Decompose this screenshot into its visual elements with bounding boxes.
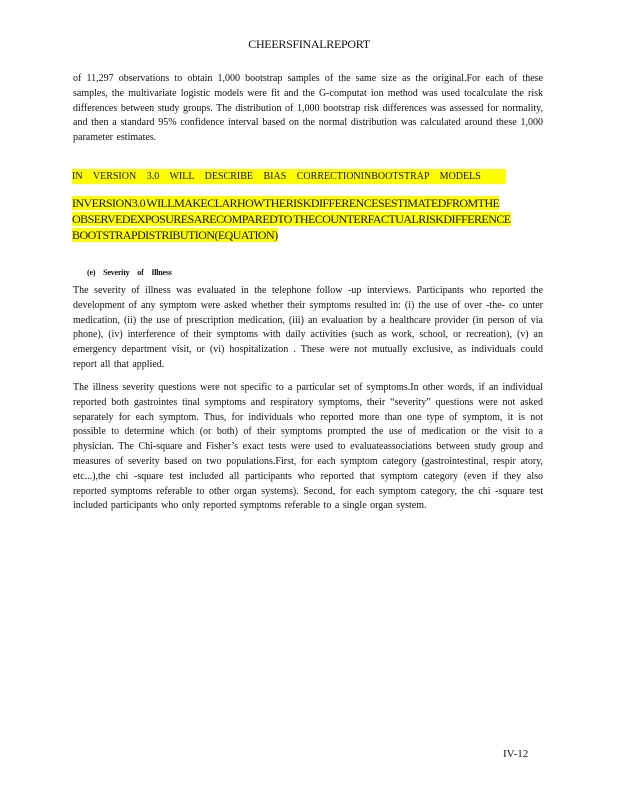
page-number: IV-12 xyxy=(503,748,529,760)
section-subheading-severity: (e) Severity of Illness xyxy=(87,268,172,277)
report-header: CHEERSFINALREPORT xyxy=(248,37,370,51)
severity-paragraph-1: The severity of illness was evaluated in the telephone follow -up interviews. Participants who reported the development of any symptom were asked whether their symptoms resulted in: (i) the use of over -the- co unter medication, (ii) the use of prescription medication, (iii) an evaluation by a healthcare provider (in person of via phone), (iv) interference of their symptoms with daily activities (such as work, school, or recreation), (v) an emergency department visit, or (vi) hospitalization . These were not mutually exclusive, as individuals could report all that applied. xyxy=(73,285,543,370)
severity-paragraph-2: The illness severity questions were not specific to a particular set of symptoms.In other words, if an individual reported both gastrointes tinal symptoms and respiratory symptoms, their “severity” questions were not asked separately for each symptom. Thus, for individuals who reported more than one type of symptom, it is not possible to determine which (or both) of their symptoms prompted the use of medication or the visit to a physician. The Chi-square and Fisher’s exact tests were used to evaluateassociations between study group and measures of severity based on two populations.First, for each symptom category (gastrointestinal, respir atory, etc...),the chi -square test included all participants who reported that symptom category (even if they also reported symptoms referable to other organ systems). Second, for each symptom category, the chi -square test included participants who only reported symptoms referable to a single organ system. xyxy=(73,382,543,512)
highlighted-note-risk-difference xyxy=(72,195,534,243)
highlighted-note-risk-difference-text: INVERSION3.0 WILLMAKECLARHOWTHERISKDIFFERENCESESTIMATEDFROMTHE OBSERVEDEXPOSURESARECOMPAREDTO THECOUNTERFACTUALRISKDIFFERENCE BOOTSTRAPDISTRIBUTION(EQUATION) xyxy=(72,196,511,242)
bootstrap-paragraph: of 11,297 observations to obtain 1,000 bootstrap samples of the same size as the original.For each of these samples, the multivariate logistic models were fit and the G-computat ion method was used tocalculate the risk differences between study groups. The distribution of 1,000 bootstrap risk differences was assessed for normality, and then a standard 95% confidence interval based on the normal distribution was calculated around these 1,000 parameter estimates. xyxy=(73,73,543,144)
highlighted-note-bias-correction: IN VERSION 3.0 WILL DESCRIBE BIAS CORRECTIONINBOOTSTRAP MODELS xyxy=(72,169,506,184)
